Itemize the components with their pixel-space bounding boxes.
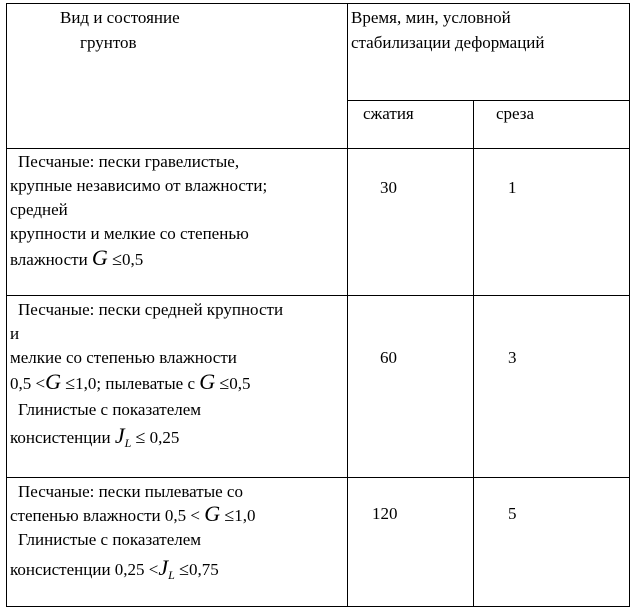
column-divider-2 xyxy=(473,100,474,607)
row3-formula1-value: 1,0 xyxy=(234,506,256,525)
row2-line4-mid: 1,0; пылеватые с xyxy=(75,374,195,393)
table-border-top xyxy=(6,3,630,4)
row1-formula-op: ≤ xyxy=(112,249,122,269)
row2-formula1-var: G xyxy=(45,369,61,394)
row2-formula2-var: G xyxy=(199,369,216,394)
row3-line4-text: консистенции 0,25 < xyxy=(10,560,159,579)
row1-shear: 1 xyxy=(508,178,517,197)
subheader-divider xyxy=(347,100,630,101)
row2-formula3-value: 0,25 xyxy=(149,428,180,447)
row3-formula2-sub: L xyxy=(168,568,175,582)
row2-line1: Песчаные: пески средней крупности xyxy=(18,300,284,319)
row2-formula3-var: J xyxy=(114,423,125,448)
table-border-left xyxy=(6,3,7,607)
header-time-line1: Время, мин, условной xyxy=(351,8,511,27)
row3-formula2-op: ≤ xyxy=(179,559,189,579)
header-time-line2: стабилизации деформаций xyxy=(351,33,545,52)
row1-line3: средней xyxy=(10,200,68,219)
row3-compression: 120 xyxy=(372,504,398,523)
row2-line4-prefix: 0,5 < xyxy=(10,374,46,393)
header-divider xyxy=(6,148,630,149)
row3-line2-text: степенью влажности 0,5 < xyxy=(10,506,200,525)
subheader-shear: среза xyxy=(496,104,535,123)
row2-compression: 60 xyxy=(380,348,397,367)
row1-compression: 30 xyxy=(380,178,397,197)
header-soil-type-line2: грунтов xyxy=(80,33,137,52)
row2-line6-text: консистенции xyxy=(10,428,111,447)
row1-line5 xyxy=(10,247,143,271)
row3-formula2-value: 0,75 xyxy=(188,560,219,579)
row3-line2 xyxy=(10,503,256,527)
row2-line5: Глинистые с показателем xyxy=(18,400,202,419)
row2-formula1-op: ≤ xyxy=(65,373,76,393)
row1-formula-var: G xyxy=(91,245,108,270)
row1-line2: крупные независимо от влажности; xyxy=(10,176,268,195)
column-divider-1 xyxy=(347,3,348,607)
header-soil-type-line1: Вид и состояние xyxy=(60,8,180,27)
table-border-right xyxy=(629,3,630,607)
row3-line3: Глинистые с показателем xyxy=(18,530,202,549)
row2-line3: мелкие со степенью влажности xyxy=(10,348,237,367)
row3-formula2-var: J xyxy=(158,555,169,580)
row1-line5-text: влажности xyxy=(10,250,88,269)
row1-line1: Песчаные: пески гравелистые, xyxy=(18,152,240,171)
row3-formula1-op: ≤ xyxy=(224,505,235,525)
row3-shear: 5 xyxy=(508,504,517,523)
row-divider-2 xyxy=(6,477,630,478)
row1-formula-value: 0,5 xyxy=(121,250,144,269)
row2-formula2-value: 0,5 xyxy=(229,374,251,393)
row2-line2: и xyxy=(10,324,20,343)
row2-line4 xyxy=(10,371,251,395)
row2-line6 xyxy=(10,425,179,454)
row2-formula3-op: ≤ xyxy=(135,427,146,447)
subheader-compression: сжатия xyxy=(363,104,414,123)
row2-formula3-sub: L xyxy=(124,436,132,450)
row-divider-1 xyxy=(6,295,630,296)
row3-line4 xyxy=(10,557,219,586)
row3-line1: Песчаные: пески пылеватые со xyxy=(18,482,243,501)
row2-shear: 3 xyxy=(508,348,517,367)
row2-formula2-op: ≤ xyxy=(219,373,230,393)
row1-line4: крупности и мелкие со степенью xyxy=(10,224,249,243)
table-border-bottom xyxy=(6,606,630,607)
row3-formula1-var: G xyxy=(204,501,221,526)
